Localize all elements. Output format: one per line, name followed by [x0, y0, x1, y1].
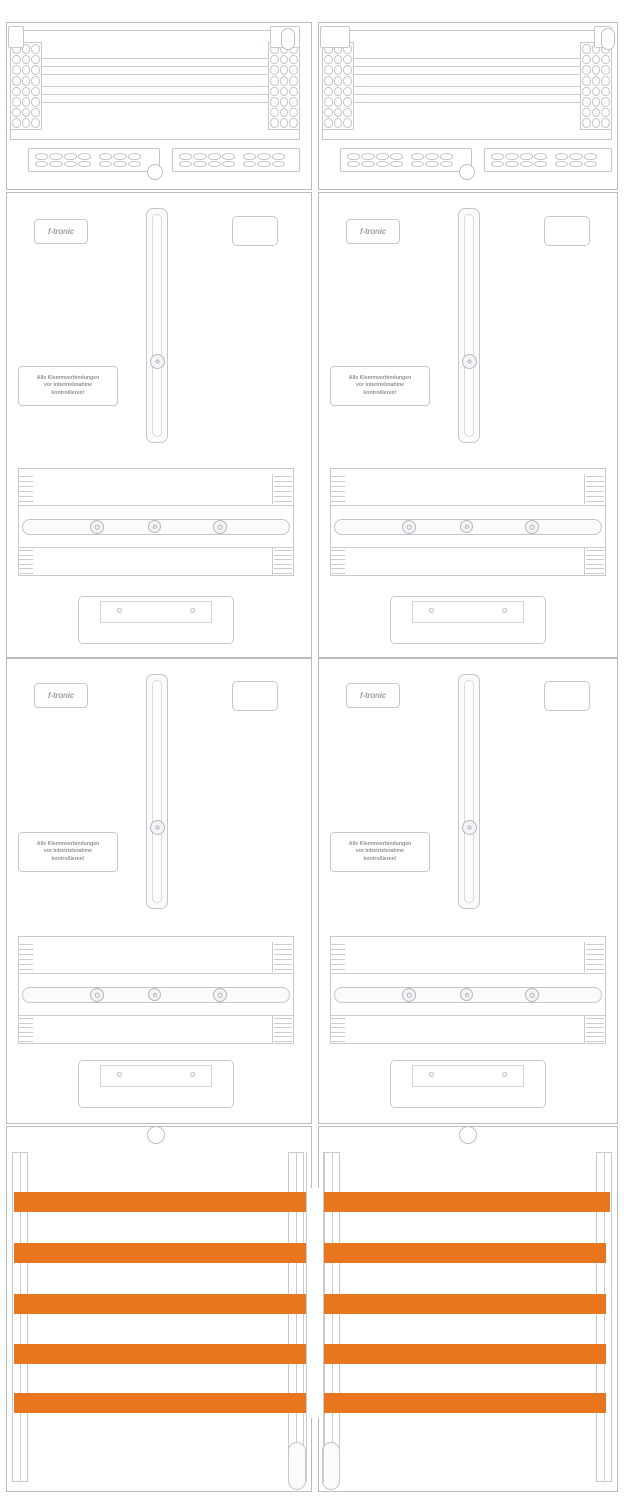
- divider-line: [19, 505, 293, 506]
- cross-bar-screw[interactable]: [402, 520, 416, 534]
- center-screw[interactable]: [460, 988, 473, 1001]
- connector-hole-block: [268, 42, 300, 130]
- warning-line-1: Alle Klemmverbindungen: [348, 840, 412, 847]
- comb-teeth-left: [19, 550, 33, 574]
- busbar-gap: [306, 1188, 324, 1418]
- warning-label: [330, 832, 430, 872]
- comb-edge: [584, 548, 585, 576]
- meter-window: [544, 216, 590, 246]
- connector-hole-block: [322, 42, 354, 130]
- end-cap: [320, 26, 350, 48]
- cross-bar-screw[interactable]: [402, 988, 416, 1002]
- adjust-screw[interactable]: [462, 820, 477, 835]
- mount-hole: [459, 164, 475, 180]
- divider-line: [19, 547, 293, 548]
- comb-teeth-left: [331, 1018, 345, 1042]
- rail-foot: [322, 1442, 340, 1490]
- rail-line: [342, 86, 592, 87]
- mount-hole: [459, 1126, 477, 1144]
- gap-edge: [306, 1152, 307, 1482]
- pivot-hole: [281, 28, 295, 50]
- warning-line-2: vor Inbetriebnahme: [355, 848, 405, 855]
- adjust-screw[interactable]: [150, 820, 165, 835]
- connector-hole-block: [580, 42, 612, 130]
- divider-line: [19, 973, 293, 974]
- adjust-screw[interactable]: [462, 354, 477, 369]
- busbar-holder-left: [10, 30, 300, 140]
- terminal-holes: [410, 152, 454, 168]
- comb-edge: [272, 474, 273, 504]
- comb-teeth-right: [274, 476, 292, 502]
- comb-teeth-right: [274, 944, 292, 970]
- warning-label: [330, 366, 430, 406]
- cross-bar-screw[interactable]: [213, 520, 227, 534]
- cross-bar-screw[interactable]: [90, 988, 104, 1002]
- warning-line-3: kontrollieren!: [363, 855, 397, 862]
- rail-line: [30, 86, 280, 87]
- rail-line: [30, 74, 280, 75]
- terminal-holes: [242, 152, 286, 168]
- adjust-screw[interactable]: [150, 354, 165, 369]
- busbar-end-cap: [596, 1192, 610, 1212]
- warning-line-2: vor Inbetriebnahme: [43, 848, 93, 855]
- pivot-hole: [601, 28, 615, 50]
- comb-edge: [272, 942, 273, 972]
- plate-hole: [190, 608, 195, 613]
- end-cap: [8, 26, 24, 48]
- comb-edge: [584, 942, 585, 972]
- brand-label: f-tronic: [34, 219, 88, 244]
- warning-line-1: Alle Klemmverbindungen: [36, 840, 100, 847]
- comb-teeth-right: [586, 550, 604, 574]
- comb-teeth-right: [586, 944, 604, 970]
- plate-hole: [117, 608, 122, 613]
- rail-line: [30, 102, 280, 103]
- comb-teeth-left: [331, 476, 345, 502]
- comb-teeth-right: [586, 476, 604, 502]
- divider-line: [331, 973, 605, 974]
- warning-line-2: vor Inbetriebnahme: [355, 382, 405, 389]
- comb-teeth-right: [274, 1018, 292, 1042]
- adjust-slot-track: [152, 680, 162, 903]
- comb-teeth-right: [274, 550, 292, 574]
- rail-line: [342, 74, 592, 75]
- divider-line: [331, 547, 605, 548]
- plate-hole: [429, 608, 434, 613]
- rail-line: [342, 102, 592, 103]
- plate-hole: [502, 1072, 507, 1077]
- brand-label: f-tronic: [346, 219, 400, 244]
- plate-hole: [502, 608, 507, 613]
- cross-bar-screw[interactable]: [213, 988, 227, 1002]
- rail-line: [30, 94, 280, 95]
- cross-bar-screw[interactable]: [90, 520, 104, 534]
- rail-line: [342, 66, 592, 67]
- terminal-holes: [98, 152, 142, 168]
- warning-line-2: vor Inbetriebnahme: [43, 382, 93, 389]
- busbar-end-cap: [326, 1192, 340, 1212]
- meter-window: [544, 681, 590, 711]
- warning-line-3: kontrollieren!: [51, 855, 85, 862]
- center-screw[interactable]: [148, 988, 161, 1001]
- warning-line-1: Alle Klemmverbindungen: [36, 374, 100, 381]
- rail-line: [342, 58, 592, 59]
- comb-teeth-left: [19, 944, 33, 970]
- comb-teeth-left: [331, 550, 345, 574]
- rail-line: [30, 58, 280, 59]
- busbar-end-cap: [14, 1192, 24, 1212]
- comb-edge: [584, 1016, 585, 1044]
- adjust-slot-track: [464, 214, 474, 437]
- gap-edge: [323, 1152, 324, 1482]
- center-screw[interactable]: [148, 520, 161, 533]
- terminal-holes: [34, 152, 92, 168]
- cross-bar-screw[interactable]: [525, 520, 539, 534]
- terminal-holes: [178, 152, 236, 168]
- warning-line-3: kontrollieren!: [51, 389, 85, 396]
- comb-teeth-left: [331, 944, 345, 970]
- warning-label: [18, 366, 118, 406]
- terminal-holes: [490, 152, 548, 168]
- comb-teeth-left: [19, 1018, 33, 1042]
- brand-label: f-tronic: [34, 683, 88, 708]
- rail-foot: [288, 1442, 306, 1490]
- brand-label: f-tronic: [346, 683, 400, 708]
- adjust-slot-track: [152, 214, 162, 437]
- adjust-slot-track: [464, 680, 474, 903]
- center-screw[interactable]: [460, 520, 473, 533]
- divider-line: [331, 505, 605, 506]
- warning-label: [18, 832, 118, 872]
- terminal-holes: [346, 152, 404, 168]
- warning-line-3: kontrollieren!: [363, 389, 397, 396]
- busbar-end-cap: [292, 1192, 306, 1212]
- divider-line: [19, 1015, 293, 1016]
- plate-hole: [190, 1072, 195, 1077]
- comb-edge: [584, 474, 585, 504]
- comb-teeth-left: [19, 476, 33, 502]
- meter-window: [232, 216, 278, 246]
- cross-bar-screw[interactable]: [525, 988, 539, 1002]
- terminal-holes: [554, 152, 598, 168]
- comb-edge: [272, 1016, 273, 1044]
- mount-hole: [147, 1126, 165, 1144]
- divider-line: [331, 1015, 605, 1016]
- plate-hole: [117, 1072, 122, 1077]
- warning-line-1: Alle Klemmverbindungen: [348, 374, 412, 381]
- rail-line: [30, 66, 280, 67]
- plate-hole: [429, 1072, 434, 1077]
- busbar-holder-right: [322, 30, 612, 140]
- rail-line: [342, 94, 592, 95]
- meter-window: [232, 681, 278, 711]
- connector-hole-block: [10, 42, 42, 130]
- comb-edge: [272, 548, 273, 576]
- mount-hole: [147, 164, 163, 180]
- comb-teeth-right: [586, 1018, 604, 1042]
